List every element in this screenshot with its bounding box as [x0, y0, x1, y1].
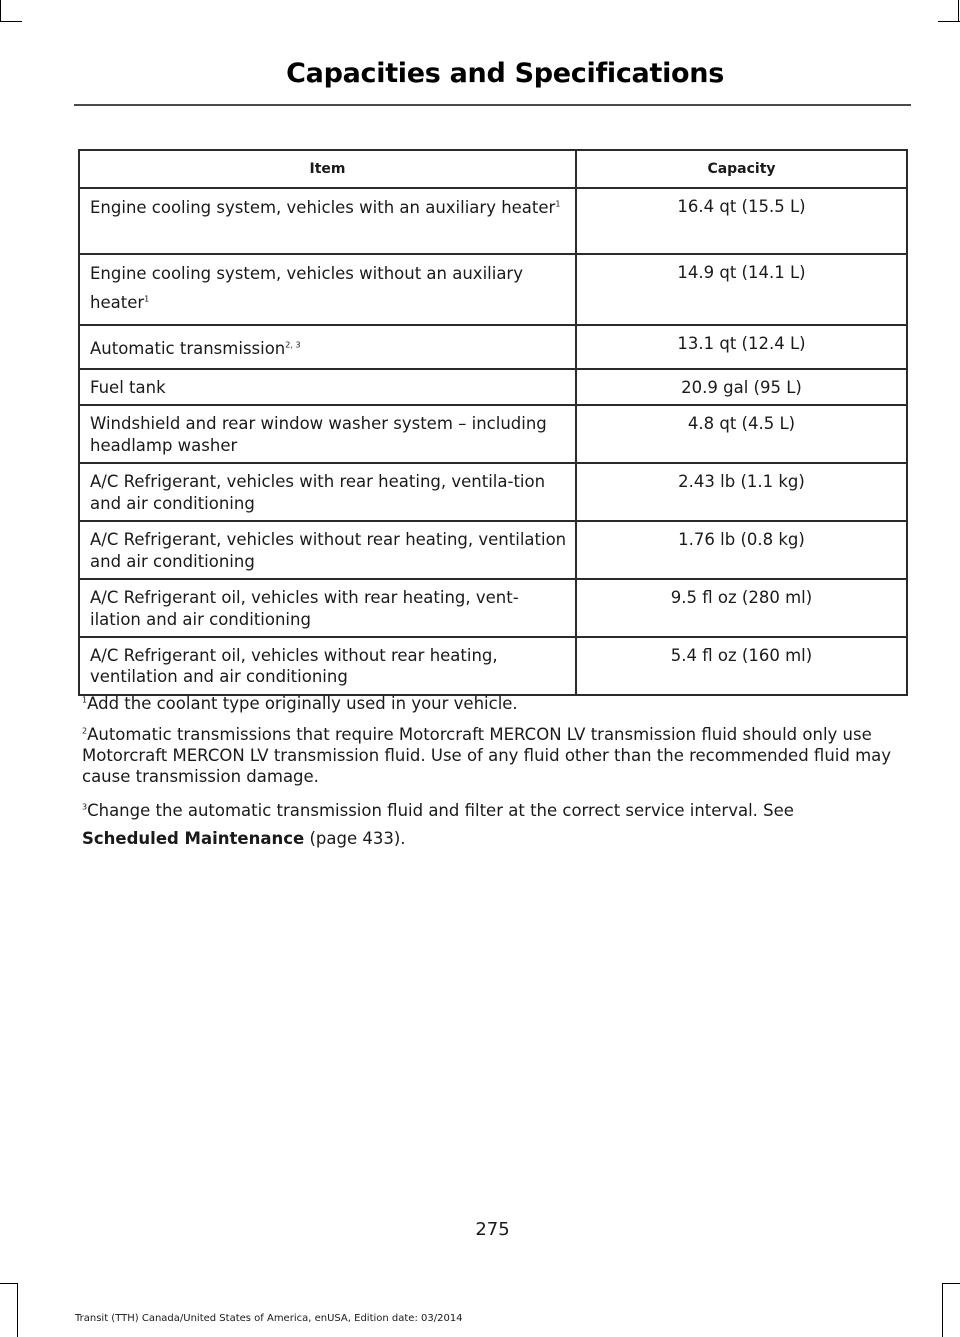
- capacity-cell: 2.43 lb (1.1 kg): [576, 463, 907, 521]
- table-row: [79, 463, 907, 521]
- footnote-ref: 2, 3: [285, 340, 301, 350]
- capacity-cell: 4.8 qt (4.5 L): [576, 405, 907, 463]
- footnote-text: Change the automatic transmission fluid and filter at the correct service interval. See: [87, 801, 794, 821]
- page-reference: (page 433).: [304, 829, 406, 849]
- footnote-text: Automatic transmissions that require Motorcraft MERCON LV transmission fluid should only use Motorcraft MERCON LV transmission fluid. Use of any fluid other than the recommended fluid may cause transmission damage.: [82, 725, 892, 787]
- crop-mark: [0, 0, 1, 22]
- item-cell: Fuel tank: [79, 369, 576, 405]
- item-cell: [79, 325, 576, 369]
- item-cell: [79, 254, 576, 325]
- capacity-cell: 14.9 qt (14.1 L): [576, 254, 907, 325]
- capacity-cell: 1.76 lb (0.8 kg): [576, 521, 907, 579]
- item-cell: Windshield and rear window washer system – including headlamp washer: [79, 405, 576, 463]
- table-row: [79, 405, 907, 463]
- column-header-capacity: Capacity: [576, 150, 907, 188]
- capacity-cell: 13.1 qt (12.4 L): [576, 325, 907, 369]
- footnote-ref: 1: [555, 199, 561, 209]
- crop-mark: [942, 1283, 943, 1337]
- capacity-cell: 9.5 fl oz (280 ml): [576, 579, 907, 637]
- item-cell: A/C Refrigerant, vehicles with rear heating, ventila-tion and air conditioning: [79, 463, 576, 521]
- item-cell: [79, 188, 576, 254]
- table-row: [79, 188, 907, 254]
- capacity-cell: 20.9 gal (95 L): [576, 369, 907, 405]
- footnote-ref: 1: [144, 294, 150, 304]
- footer-edition: Transit (TTH) Canada/United States of America, enUSA, Edition date: 03/2014: [75, 1313, 463, 1324]
- table-row: [79, 325, 907, 369]
- crop-mark: [958, 0, 959, 22]
- footnote: [82, 797, 912, 853]
- crop-mark: [0, 21, 22, 22]
- footnotes: [82, 693, 912, 864]
- item-text: Automatic transmission: [90, 338, 286, 358]
- scheduled-maintenance-link[interactable]: Scheduled Maintenance: [82, 829, 305, 849]
- item-cell: A/C Refrigerant oil, vehicles without rear heating, ventilation and air conditioning: [79, 637, 576, 695]
- item-text: Engine cooling system, vehicles without an auxiliary heater: [90, 264, 523, 312]
- capacities-table: [78, 149, 908, 696]
- table-row: [79, 521, 907, 579]
- table-row: [79, 369, 907, 405]
- table-row: [79, 579, 907, 637]
- table-header-row: [79, 150, 907, 188]
- column-header-item: Item: [79, 150, 576, 188]
- footnote-number: 3: [82, 802, 88, 812]
- page-number: 275: [475, 1219, 510, 1240]
- crop-mark: [17, 1283, 18, 1337]
- footnote-text: Add the coolant type originally used in your vehicle.: [87, 694, 518, 713]
- crop-mark: [0, 1283, 18, 1284]
- title-rule: [74, 104, 911, 106]
- crop-mark: [938, 21, 960, 22]
- capacity-cell: 16.4 qt (15.5 L): [576, 188, 907, 254]
- capacity-cell: 5.4 fl oz (160 ml): [576, 637, 907, 695]
- table-row: [79, 637, 907, 695]
- table-row: [79, 254, 907, 325]
- page-title: Capacities and Specifications: [286, 58, 724, 89]
- footnote-number: 2: [82, 726, 88, 736]
- footnote-number: 1: [82, 695, 88, 705]
- footnote: [82, 724, 912, 787]
- footnote: [82, 693, 912, 714]
- item-text: Engine cooling system, vehicles with an auxiliary heater: [90, 198, 556, 217]
- item-cell: A/C Refrigerant, vehicles without rear heating, ventilation and air conditioning: [79, 521, 576, 579]
- item-cell: A/C Refrigerant oil, vehicles with rear heating, vent-ilation and air conditioning: [79, 579, 576, 637]
- crop-mark: [942, 1283, 960, 1284]
